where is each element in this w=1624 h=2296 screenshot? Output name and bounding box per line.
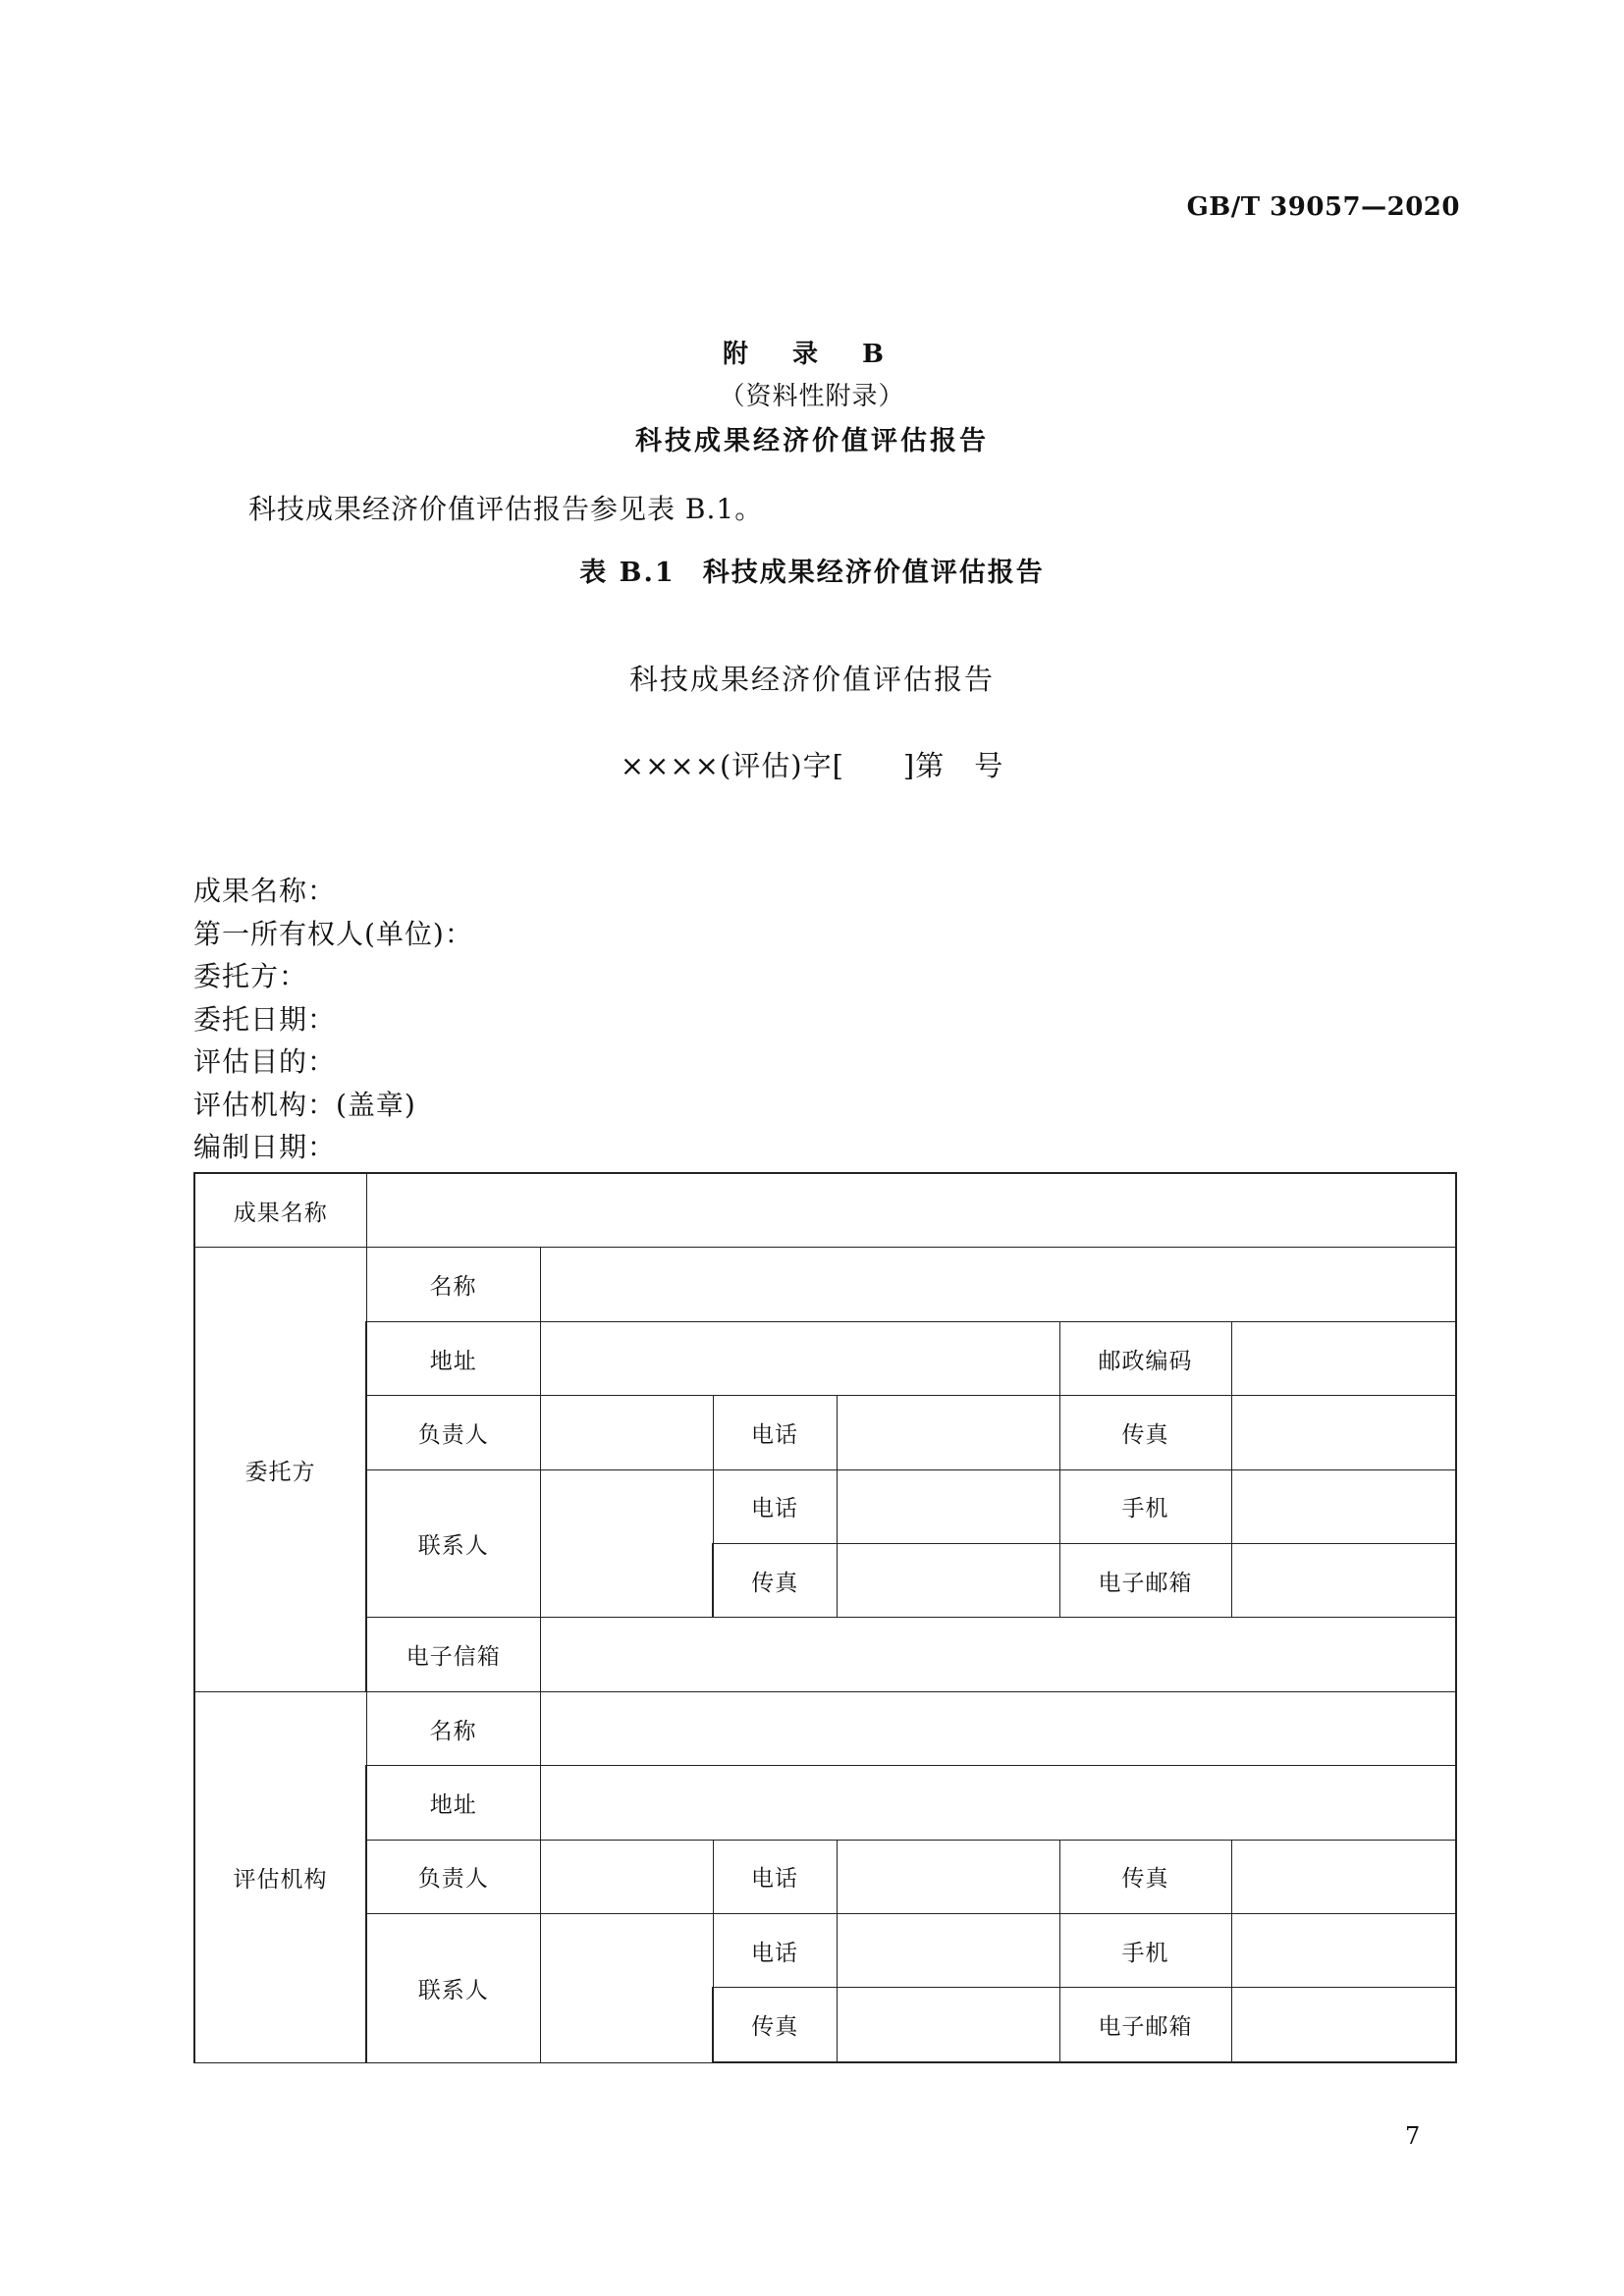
table-row: [194, 1914, 1456, 1988]
evaluator-contact-phone-label: 电话: [713, 1914, 837, 1988]
client-contact-label: 联系人: [366, 1469, 540, 1618]
client-mobile-label: 手机: [1059, 1469, 1231, 1543]
evaluation-form-table: [193, 1172, 1457, 2063]
client-contact-cell[interactable]: [540, 1469, 713, 1618]
evaluator-phone-label: 电话: [713, 1840, 837, 1913]
evaluator-contact-label: 联系人: [366, 1914, 540, 2062]
client-phone-cell[interactable]: [837, 1396, 1059, 1469]
client-fax-cell[interactable]: [1231, 1396, 1456, 1469]
evaluator-fax-cell[interactable]: [1231, 1840, 1456, 1913]
client-section-label: 委托方: [194, 1248, 366, 1691]
table-row: [194, 1618, 1456, 1691]
intro-paragraph: 科技成果经济价值评估报告参见表 B.1。: [248, 493, 764, 525]
field-client: 委托方：: [193, 960, 308, 992]
evaluator-contact-cell[interactable]: [540, 1914, 713, 2062]
table-row: [194, 1469, 1456, 1543]
table-caption: [0, 551, 1624, 589]
table-caption-title: 科技成果经济价值评估报告: [702, 558, 1045, 588]
evaluator-person-in-charge-cell[interactable]: [540, 1840, 713, 1913]
client-name-label: 名称: [366, 1248, 540, 1321]
appendix-type: （资料性附录）: [719, 382, 905, 411]
evaluator-person-in-charge-label: 负责人: [366, 1840, 540, 1913]
evaluator-email-cell[interactable]: [1231, 1988, 1456, 2062]
appendix-title: 附 录 B: [722, 340, 902, 369]
evaluator-contact-phone-cell[interactable]: [837, 1914, 1059, 1988]
evaluator-name-label: 名称: [366, 1691, 540, 1765]
evaluator-contact-fax-label: 传真: [713, 1988, 837, 2062]
table-row: [194, 1248, 1456, 1321]
field-purpose: 评估目的：: [193, 1045, 337, 1078]
client-email-box-cell[interactable]: [540, 1618, 1456, 1691]
client-address-label: 地址: [366, 1321, 540, 1395]
evaluator-contact-fax-cell[interactable]: [837, 1988, 1059, 2062]
field-achievement-name: 成果名称：: [193, 875, 337, 907]
evaluator-fax-label: 传真: [1059, 1840, 1231, 1913]
client-email-label: 电子邮箱: [1059, 1544, 1231, 1618]
table-row: [194, 1321, 1456, 1395]
client-person-in-charge-label: 负责人: [366, 1396, 540, 1469]
client-email-cell[interactable]: [1231, 1544, 1456, 1618]
client-postcode-cell[interactable]: [1231, 1321, 1456, 1395]
table-row: [194, 1396, 1456, 1469]
table-row: [194, 1840, 1456, 1913]
page-number: 7: [1405, 2122, 1421, 2150]
client-postcode-label: 邮政编码: [1059, 1321, 1231, 1395]
client-email-box-label: 电子信箱: [366, 1618, 540, 1691]
field-evaluator: 评估机构：(盖章): [193, 1088, 416, 1121]
table-caption-number: 表 B.1: [579, 558, 676, 588]
client-contact-fax-cell[interactable]: [837, 1544, 1059, 1618]
standard-code: GB/T 39057—2020: [1186, 192, 1460, 222]
evaluator-mobile-cell[interactable]: [1231, 1914, 1456, 1988]
evaluator-mobile-label: 手机: [1059, 1914, 1231, 1988]
evaluator-email-label: 电子邮箱: [1059, 1988, 1231, 2062]
table-row: [194, 1173, 1456, 1248]
table-row: [194, 1766, 1456, 1840]
client-name-cell[interactable]: [540, 1248, 1456, 1321]
client-address-cell[interactable]: [540, 1321, 1059, 1395]
evaluator-name-cell[interactable]: [540, 1691, 1456, 1765]
client-contact-phone-label: 电话: [713, 1469, 837, 1543]
client-phone-label: 电话: [713, 1396, 837, 1469]
table-row: [194, 1691, 1456, 1765]
field-first-owner: 第一所有权人(单位)：: [193, 917, 473, 950]
client-mobile-cell[interactable]: [1231, 1469, 1456, 1543]
evaluator-address-cell[interactable]: [540, 1766, 1456, 1840]
evaluator-section-label: 评估机构: [194, 1691, 366, 2062]
field-compile-date: 编制日期：: [193, 1131, 337, 1163]
report-title: 科技成果经济价值评估报告: [628, 663, 995, 696]
achievement-name-cell[interactable]: [366, 1173, 1456, 1248]
field-commission-date: 委托日期：: [193, 1002, 337, 1036]
appendix-name: 科技成果经济价值评估报告: [635, 426, 989, 456]
evaluator-phone-cell[interactable]: [837, 1840, 1059, 1913]
report-fields: [193, 870, 473, 1169]
client-contact-phone-cell[interactable]: [837, 1469, 1059, 1543]
client-fax-label: 传真: [1059, 1396, 1231, 1469]
client-person-in-charge-cell[interactable]: [540, 1396, 713, 1469]
achievement-name-label: 成果名称: [194, 1173, 366, 1248]
evaluator-address-label: 地址: [366, 1766, 540, 1840]
client-contact-fax-label: 传真: [713, 1544, 837, 1618]
report-number: ××××(评估)字[ ]第 号: [620, 749, 1004, 782]
